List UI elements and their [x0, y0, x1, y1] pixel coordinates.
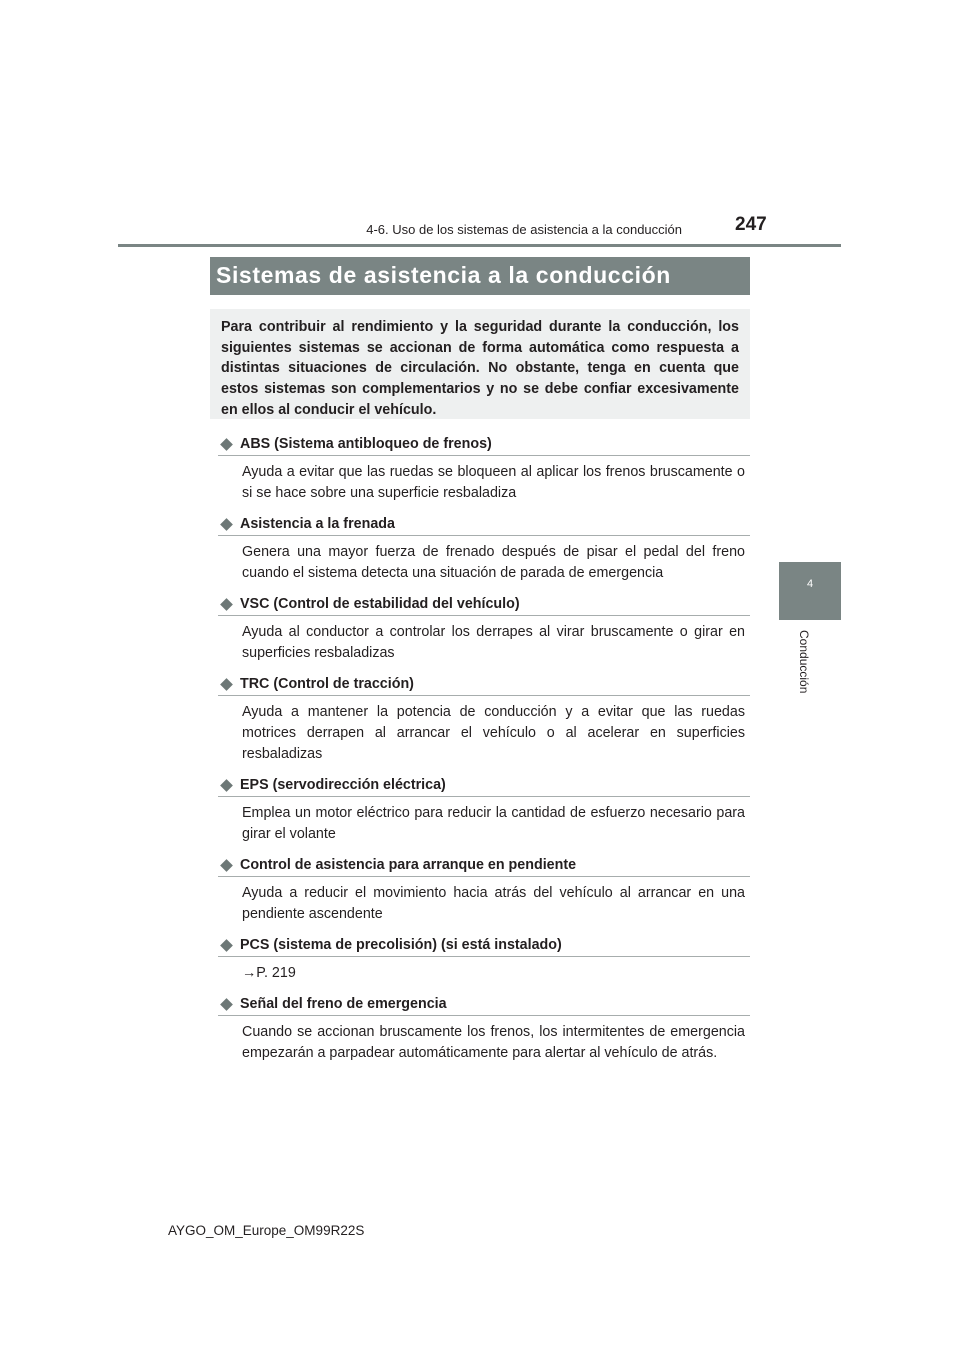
- chapter-name: Conducción: [797, 630, 811, 694]
- feature-title-row: [218, 513, 750, 536]
- feature-title: ABS (Sistema antibloqueo de frenos): [240, 436, 492, 452]
- feature-description: Emplea un motor eléctrico para reducir la cantidad de esfuerzo necesario para girar el volante: [242, 805, 745, 842]
- feature-title-row: [218, 593, 750, 616]
- section-title: Sistemas de asistencia a la conducción: [210, 257, 750, 295]
- feature-title-row: [218, 934, 750, 957]
- feature-item: [218, 934, 750, 984]
- diamond-icon: [220, 678, 233, 691]
- feature-title-row: [218, 774, 750, 797]
- diamond-icon: [220, 438, 233, 451]
- feature-item: [218, 433, 750, 504]
- feature-description: Ayuda a mantener la potencia de conducción y a evitar que las ruedas motrices derrapen al arrancar el vehículo o al acelerar en superficies resbaladizas: [242, 704, 745, 762]
- footer-model-code: AYGO_OM_Europe_OM99R22S: [168, 1223, 365, 1238]
- feature-title: TRC (Control de tracción): [240, 676, 414, 692]
- chapter-tab: 4: [779, 562, 841, 620]
- diamond-icon: [220, 998, 233, 1011]
- feature-title: VSC (Control de estabilidad del vehículo): [240, 596, 520, 612]
- page-number: 247: [735, 214, 767, 235]
- feature-title-row: [218, 993, 750, 1016]
- feature-title-row: [218, 673, 750, 696]
- feature-item: [218, 513, 750, 584]
- feature-item: [218, 774, 750, 845]
- feature-description: Ayuda a reducir el movimiento hacia atrás del vehículo al arrancar en una pendiente ascendente: [242, 885, 745, 922]
- feature-description: Ayuda al conductor a controlar los derrapes al virar bruscamente o girar en superficies resbaladizas: [242, 624, 745, 661]
- feature-item: [218, 593, 750, 664]
- feature-title: Señal del freno de emergencia: [240, 996, 447, 1012]
- diamond-icon: [220, 598, 233, 611]
- intro-box: [210, 309, 750, 419]
- diamond-icon: [220, 518, 233, 531]
- header-section-title: 4-6. Uso de los sistemas de asistencia a la conducción: [366, 222, 682, 237]
- feature-title: Control de asistencia para arranque en pendiente: [240, 857, 577, 873]
- page-reference-link[interactable]: →P. 219: [242, 965, 296, 981]
- feature-description: Cuando se accionan bruscamente los frenos, los intermitentes de emergencia empezarán a parpadear automáticamente para alertar al vehículo de atrás.: [242, 1024, 745, 1061]
- feature-item: [218, 993, 750, 1064]
- feature-item: [218, 854, 750, 925]
- feature-title-row: [218, 854, 750, 877]
- feature-title: EPS (servodirección eléctrica): [240, 777, 446, 793]
- feature-item: [218, 673, 750, 765]
- diamond-icon: [220, 859, 233, 872]
- header-rule: [118, 244, 841, 247]
- diamond-icon: [220, 939, 233, 952]
- intro-text: Para contribuir al rendimiento y la seguridad durante la conducción, los siguientes sistemas se accionan de forma automática como respuesta a distintas situaciones de circulación. No obstante, tenga en cuenta que estos sistemas son complementarios y no se debe confiar excesivamente en ellos al conducir el vehículo.: [221, 319, 739, 418]
- feature-title: Asistencia a la frenada: [240, 516, 395, 532]
- feature-description: Ayuda a evitar que las ruedas se bloqueen al aplicar los frenos bruscamente o si se hace sobre una superficie resbaladiza: [242, 464, 745, 501]
- feature-list: [218, 433, 750, 1073]
- feature-title: PCS (sistema de precolisión) (si está instalado): [240, 937, 562, 953]
- feature-title-row: [218, 433, 750, 456]
- feature-description: Genera una mayor fuerza de frenado después de pisar el pedal del freno cuando el sistema detecta una situación de parada de emergencia: [242, 544, 745, 581]
- diamond-icon: [220, 779, 233, 792]
